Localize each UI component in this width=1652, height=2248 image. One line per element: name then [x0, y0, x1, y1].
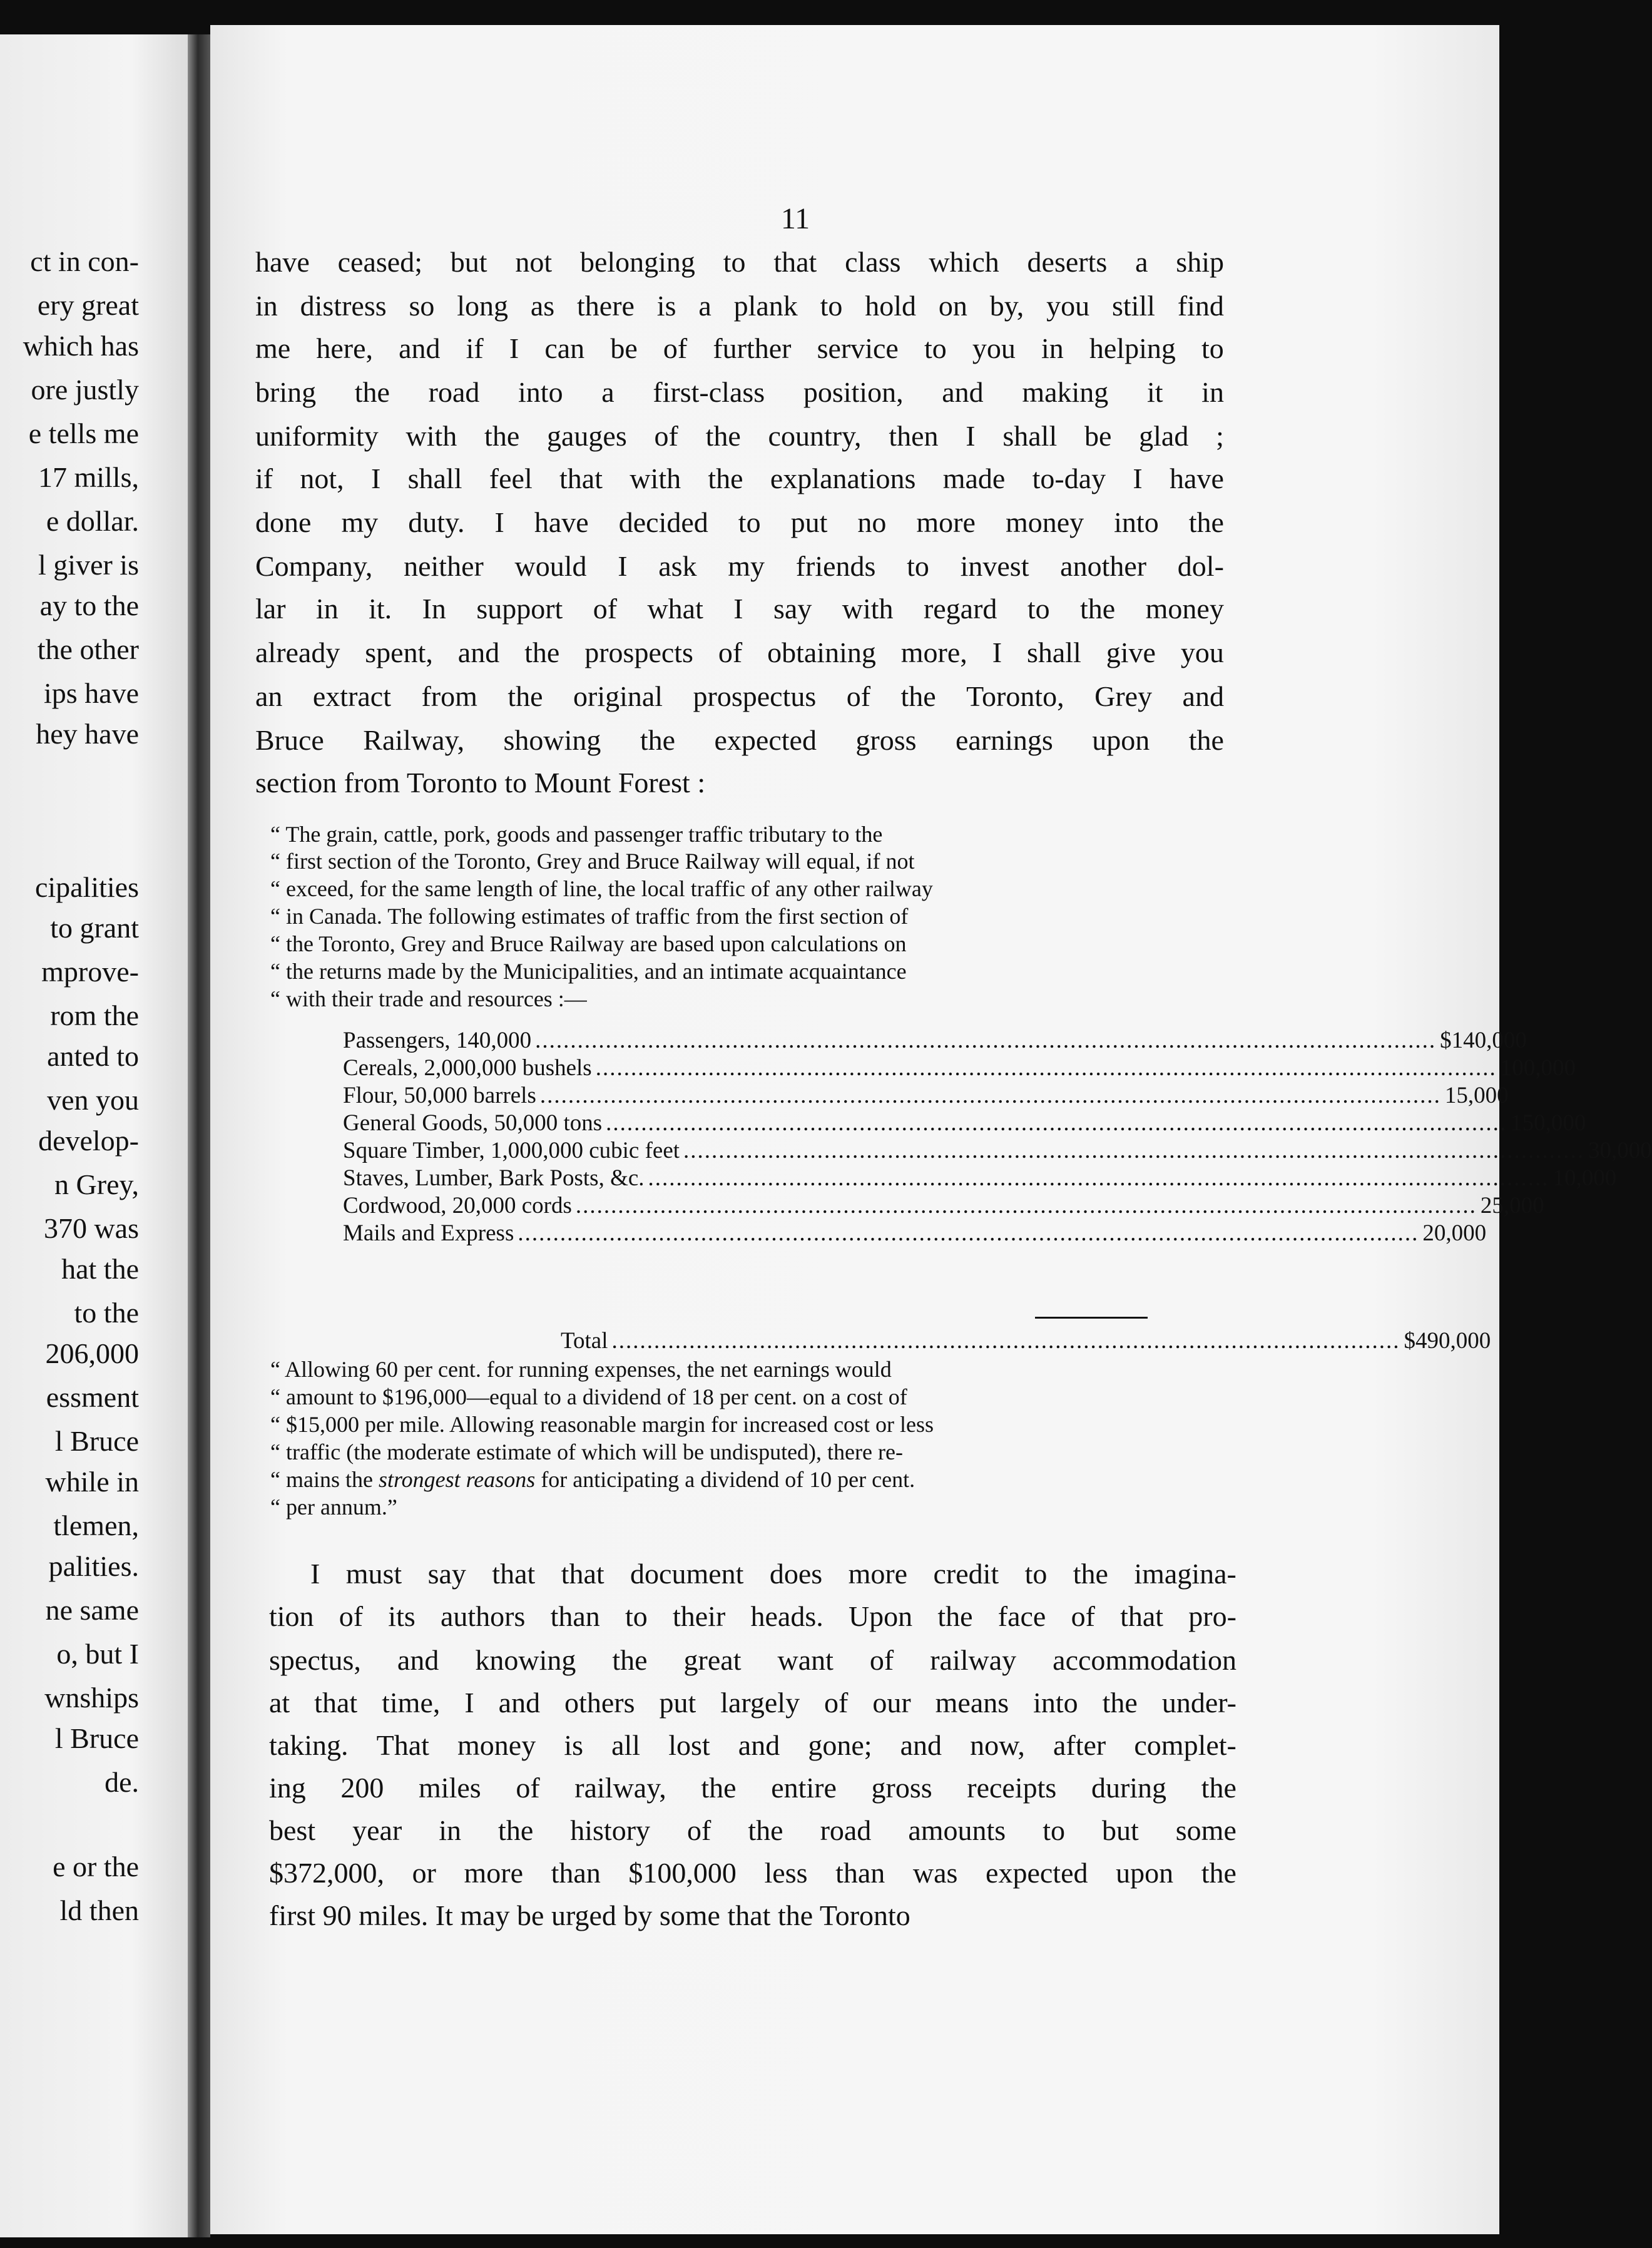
paragraph-line: me here, and if I can be of further service to you in helping to	[255, 332, 1224, 364]
quote-line: “ with their trade and resources :—	[270, 986, 587, 1011]
leader-dots: ................................................................................................................................	[539, 1083, 1441, 1108]
estimate-label: Cordwood, 20,000 cords	[343, 1193, 572, 1219]
estimate-row	[343, 1220, 1487, 1247]
paragraph-line: bring the road into a first-class position, and making it in	[255, 376, 1224, 408]
quote-line: “ the returns made by the Municipalities, and an intimate acquaintance	[270, 959, 907, 984]
left-page-line: ld then	[59, 1894, 139, 1926]
leader-dots: ................................................................................................................................	[518, 1220, 1419, 1246]
estimate-value: 30,000	[1588, 1138, 1652, 1163]
estimate-row	[343, 1193, 1544, 1219]
paragraph-line: an extract from the original prospectus of the Toronto, Grey and	[255, 680, 1224, 712]
quote-line: “ per annum.”	[270, 1494, 397, 1520]
left-page-line: to the	[74, 1297, 139, 1329]
left-page-line: 206,000	[45, 1337, 139, 1369]
quote-line: “ mains the strongest reasons for anticipating a dividend of 10 per cent.	[270, 1467, 915, 1492]
left-page-line: ips have	[43, 677, 139, 709]
estimate-row	[343, 1110, 1586, 1137]
paragraph-line: done my duty. I have decided to put no more money into the	[255, 506, 1224, 538]
quote-line: “ exceed, for the same length of line, the local traffic of any other railway	[270, 876, 933, 901]
left-page-line: e or the	[53, 1851, 139, 1883]
total-row	[561, 1328, 1491, 1354]
quote-line: “ the Toronto, Grey and Bruce Railway are based upon calculations on	[270, 931, 907, 956]
page	[210, 25, 1652, 2234]
left-page-line: o, but I	[56, 1638, 139, 1670]
leader-dots: ................................................................................................................................	[606, 1110, 1507, 1136]
leader-dots: ................................................................................................................................	[575, 1193, 1477, 1219]
estimate-row	[343, 1055, 1576, 1081]
previous-page-fragment	[0, 34, 188, 2237]
left-page-line: mprove-	[41, 956, 139, 988]
left-page-line: 370 was	[43, 1212, 139, 1244]
estimate-label: General Goods, 50,000 tons	[343, 1110, 603, 1136]
left-page-line: rom the	[50, 999, 139, 1031]
left-page-line: n Grey,	[54, 1168, 139, 1200]
leader-dots: ................................................................................................................................	[595, 1055, 1497, 1081]
estimate-label: Flour, 50,000 barrels	[343, 1083, 536, 1108]
paragraph-line: best year in the history of the road amounts to but some	[269, 1814, 1236, 1846]
left-page-line: ven you	[47, 1084, 139, 1116]
left-page-line: ery great	[37, 289, 139, 321]
quote-line: “ Allowing 60 per cent. for running expenses, the net earnings would	[270, 1357, 892, 1382]
paragraph-line: have ceased; but not belonging to that class which deserts a ship	[255, 246, 1224, 278]
paragraph-line: uniformity with the gauges of the country, then I shall be glad ;	[255, 420, 1224, 452]
estimate-value: 150,000	[1511, 1110, 1586, 1136]
total-label: Total	[561, 1328, 608, 1354]
estimate-value: $140,000	[1440, 1028, 1527, 1053]
left-page-line: e dollar.	[46, 505, 139, 537]
leader-dots: ................................................................................................................	[611, 1328, 1400, 1354]
left-page-line: ore justly	[31, 374, 139, 406]
estimate-value: 100,000	[1500, 1055, 1576, 1081]
left-page-line: develop-	[38, 1125, 139, 1157]
estimate-label: Cereals, 2,000,000 bushels	[343, 1055, 592, 1081]
book-gutter	[188, 34, 210, 2237]
left-page-line: l giver is	[38, 549, 139, 581]
left-page-line: ay to the	[39, 590, 139, 621]
estimate-row	[343, 1028, 1527, 1054]
paragraph-line: at that time, I and others put largely of our means into the under-	[269, 1687, 1236, 1719]
left-page-line: 17 mills,	[38, 461, 139, 493]
quote-line: “ $15,000 per mile. Allowing reasonable margin for increased cost or less	[270, 1412, 934, 1437]
paragraph-line: in distress so long as there is a plank to hold on by, you still find	[255, 290, 1224, 322]
estimate-value: 20,000	[1422, 1220, 1487, 1246]
estimate-row	[343, 1138, 1652, 1164]
page-number: 11	[780, 202, 810, 235]
estimate-row	[343, 1165, 1617, 1192]
quote-line: “ The grain, cattle, pork, goods and passenger traffic tributary to the	[270, 822, 883, 847]
quote-line: “ traffic (the moderate estimate of which will be undisputed), there re-	[270, 1439, 903, 1464]
quote-line: “ first section of the Toronto, Grey and Bruce Railway will equal, if not	[270, 849, 915, 874]
left-page-line: while in	[45, 1466, 139, 1498]
paragraph-line: spectus, and knowing the great want of railway accommodation	[269, 1644, 1236, 1676]
estimate-value: 25,000	[1480, 1193, 1544, 1219]
left-page-line: de.	[105, 1766, 139, 1798]
left-page-line: hey have	[36, 718, 139, 750]
left-page-line: the other	[37, 633, 139, 665]
leader-dots: ................................................................................................................................	[535, 1028, 1437, 1053]
leader-dots: ................................................................................................................................	[648, 1165, 1549, 1191]
paragraph-line: if not, I shall feel that with the explanations made to-day I have	[255, 462, 1224, 494]
paragraph-line: lar in it. In support of what I say with regard to the money	[255, 593, 1224, 625]
paragraph-line: taking. That money is all lost and gone; and now, after complet-	[269, 1729, 1236, 1761]
left-page-line: to grant	[50, 912, 139, 944]
left-page-line: hat the	[61, 1253, 139, 1285]
left-page-line: ne same	[45, 1594, 139, 1626]
total-value: $490,000	[1404, 1328, 1491, 1354]
left-page-line: e tells me	[28, 417, 139, 449]
estimate-label: Mails and Express	[343, 1220, 514, 1246]
paragraph-line: tion of its authors than to their heads. Upon the face of that pro-	[269, 1600, 1236, 1632]
estimate-label: Passengers, 140,000	[343, 1028, 532, 1053]
left-page-line: which has	[23, 330, 139, 362]
left-page-line: essment	[46, 1381, 139, 1413]
paragraph-line: already spent, and the prospects of obtaining more, I shall give you	[255, 636, 1224, 668]
leader-dots: ................................................................................................................................	[683, 1138, 1585, 1163]
paragraph-line: Company, neither would I ask my friends to invest another dol-	[255, 550, 1224, 582]
total-rule	[1035, 1317, 1148, 1319]
quote-line: “ in Canada. The following estimates of traffic from the first section of	[270, 904, 909, 929]
paragraph-line: ing 200 miles of railway, the entire gross receipts during the	[269, 1772, 1236, 1804]
left-page-line: l Bruce	[54, 1425, 139, 1457]
estimate-label: Square Timber, 1,000,000 cubic feet	[343, 1138, 680, 1163]
paragraph-line: $372,000, or more than $100,000 less than was expected upon the	[269, 1857, 1236, 1889]
left-page-line: l Bruce	[54, 1722, 139, 1754]
estimate-label: Staves, Lumber, Bark Posts, &c.	[343, 1165, 645, 1191]
paragraph-line: section from Toronto to Mount Forest :	[255, 767, 706, 799]
estimate-value: 10,000	[1553, 1165, 1617, 1191]
paragraph-line: first 90 miles. It may be urged by some that the Toronto	[269, 1899, 910, 1931]
estimate-value: 15,000	[1444, 1083, 1509, 1108]
left-page-line: wnships	[44, 1682, 139, 1714]
quote-line: “ amount to $196,000—equal to a dividend of 18 per cent. on a cost of	[270, 1384, 907, 1409]
paragraph-line: Bruce Railway, showing the expected gross earnings upon the	[255, 724, 1224, 756]
estimate-row	[343, 1083, 1509, 1109]
left-page-line: tlemen,	[53, 1510, 139, 1541]
left-page-line: palities.	[48, 1550, 139, 1582]
paragraph-line: I must say that that document does more credit to the imagina-	[310, 1558, 1236, 1590]
left-page-line: anted to	[47, 1040, 139, 1072]
left-page-line: ct in con-	[30, 245, 139, 277]
left-page-line: cipalities	[34, 871, 139, 903]
